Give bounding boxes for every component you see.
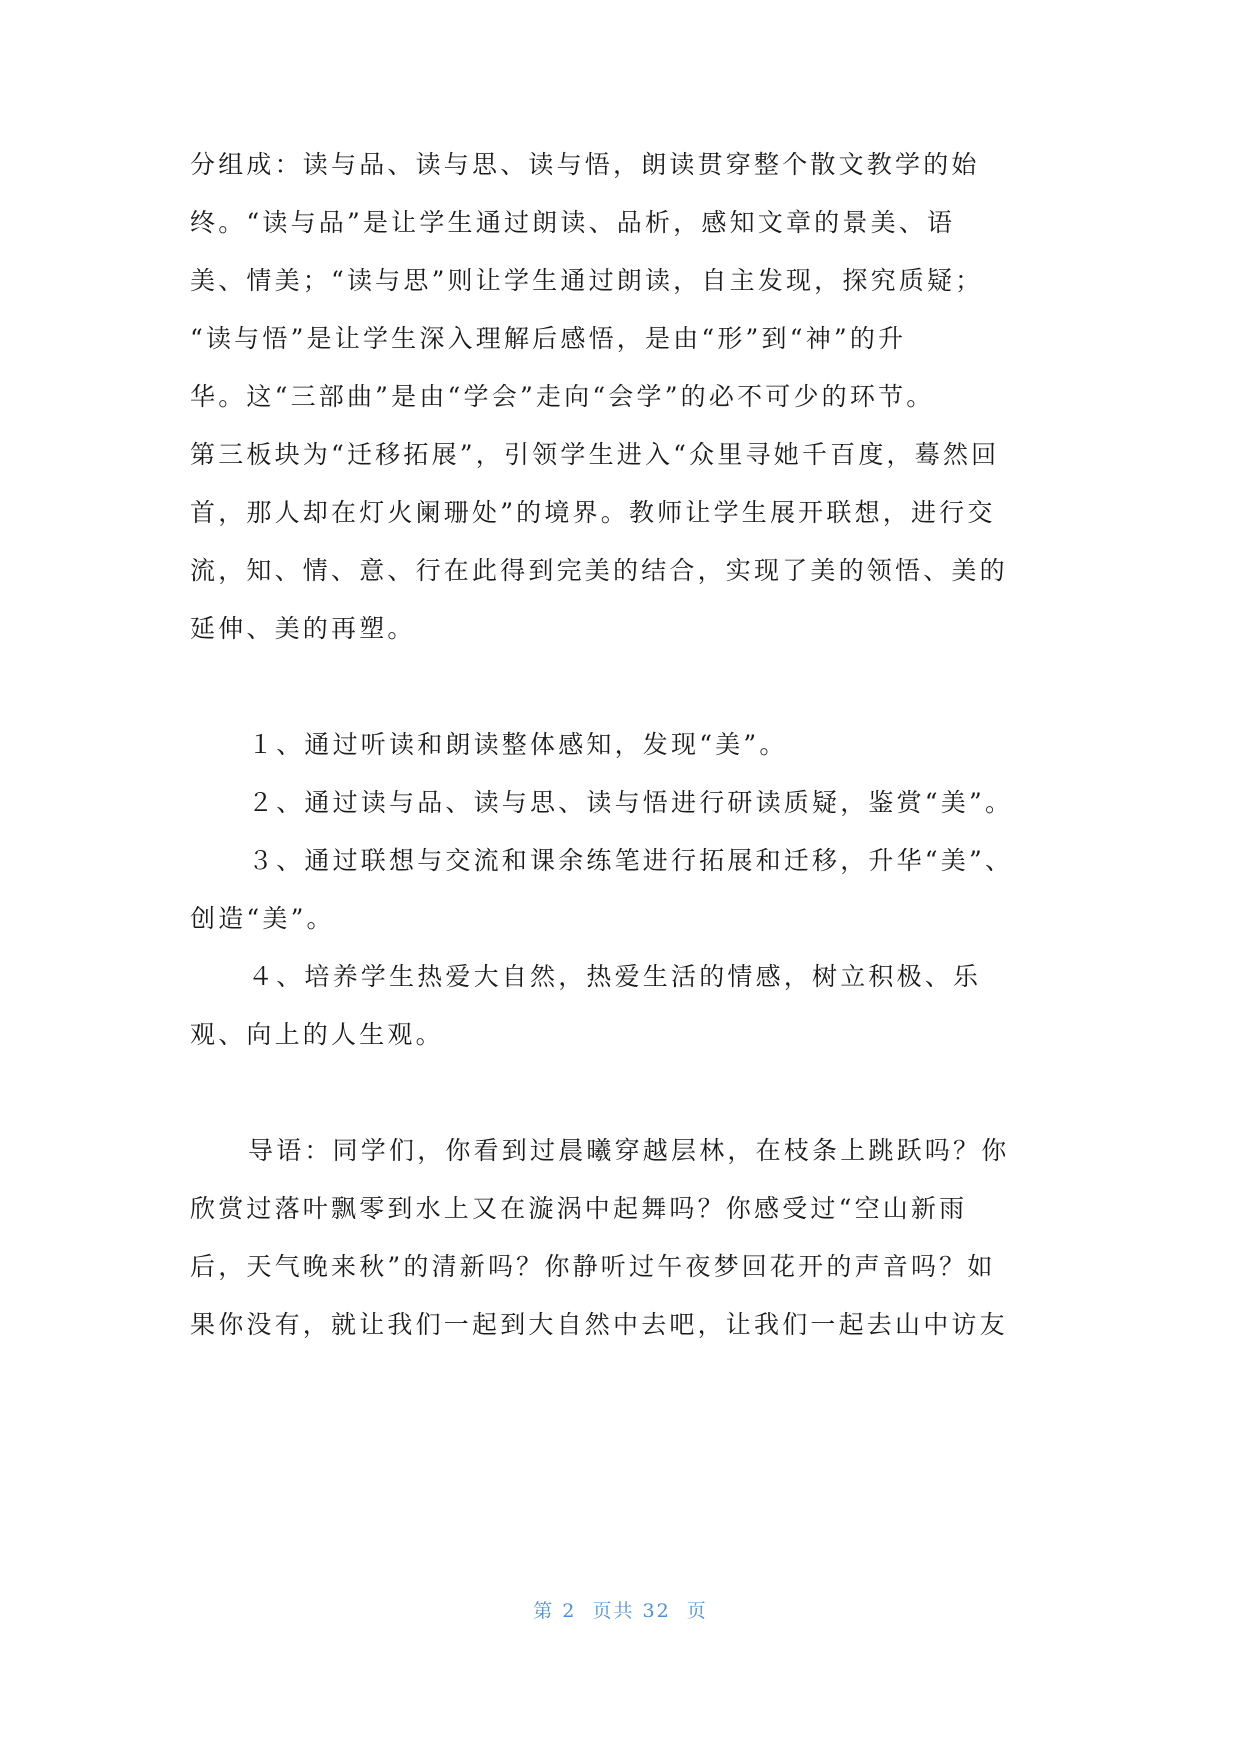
intro-line: 导语：同学们，你看到过晨曦穿越层林，在枝条上跳跃吗？你 — [248, 1136, 1010, 1165]
goal-item-continuation: 观、向上的人生观。 — [190, 1020, 444, 1049]
paragraph-line: 流，知、情、意、行在此得到完美的结合，实现了美的领悟、美的 — [190, 556, 1008, 585]
goal-item-continuation: 创造“美”。 — [190, 904, 335, 933]
goal-item: １、通过听读和朗读整体感知，发现“美”。 — [248, 730, 788, 759]
paragraph-line: 分组成：读与品、读与思、读与悟，朗读贯穿整个散文教学的始 — [190, 150, 980, 179]
paragraph-line: 首，那人却在灯火阑珊处”的境界。教师让学生展开联想，进行交 — [190, 498, 996, 527]
paragraph-line: “读与悟”是让学生深入理解后感悟，是由“形”到“神”的升 — [190, 324, 907, 353]
goal-item: ４、培养学生热爱大自然，热爱生活的情感，树立积极、乐 — [248, 962, 982, 991]
paragraph-line: 延伸、美的再塑。 — [190, 614, 416, 643]
goal-item: ２、通过读与品、读与思、读与悟进行研读质疑，鉴赏“美”。 — [248, 788, 1014, 817]
paragraph-line: 美、情美；“读与思”则让学生通过朗读，自主发现，探究质疑； — [190, 266, 984, 295]
intro-line: 果你没有，就让我们一起到大自然中去吧，让我们一起去山中访友 — [190, 1310, 1008, 1339]
goal-item: ３、通过联想与交流和课余练笔进行拓展和迁移，升华“美”、 — [248, 846, 1014, 875]
paragraph-line: 华。这“三部曲”是由“学会”走向“会学”的必不可少的环节。 — [190, 382, 935, 411]
intro-line: 欣赏过落叶飘零到水上又在漩涡中起舞吗？你感受过“空山新雨 — [190, 1194, 968, 1223]
intro-line: 后，天气晚来秋”的清新吗？你静听过午夜梦回花开的声音吗？如 — [190, 1252, 996, 1281]
paragraph-line: 第三板块为“迁移拓展”，引领学生进入“众里寻她千百度，蓦然回 — [190, 440, 1000, 469]
page-number-footer: 第 2 页共 32 页 — [533, 1600, 708, 1622]
paragraph-line: 终。“读与品”是让学生通过朗读、品析，感知文章的景美、语 — [190, 208, 956, 237]
